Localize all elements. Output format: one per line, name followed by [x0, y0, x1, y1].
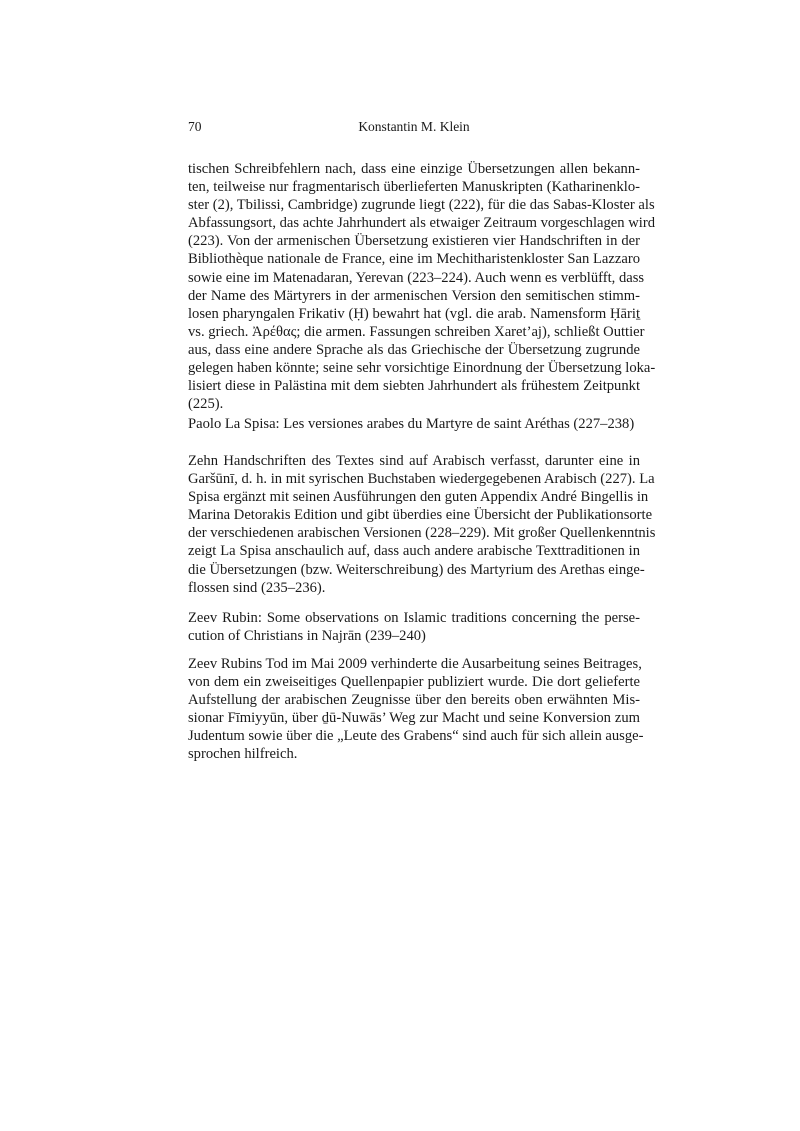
text-line: flossen sind (235–236). [188, 579, 326, 596]
text-line: vs. griech. Ἀρέθας; die armen. Fassungen schreiben Xaret’aj), schließt Outtier [188, 323, 645, 340]
text-line: von dem ein zweiseitiges Quellenpapier publiziert wurde. Die dort gelieferte [188, 674, 640, 691]
running-head-author: Konstantin M. Klein [358, 119, 470, 134]
text-line: ten, teilweise nur fragmentarisch überlieferten Manuskripten (Katharinenklo- [188, 179, 640, 196]
text-line: die Übersetzungen (bzw. Weiterschreibung) des Martyrium des Arethas einge- [188, 561, 645, 578]
paragraph-la-spisa [188, 452, 656, 597]
text-line: Zeev Rubins Tod im Mai 2009 verhinderte die Ausarbeitung seines Beitrages, [188, 656, 642, 672]
text-line: Marina Detorakis Edition und gibt überdies eine Übersicht der Publikationsorte [188, 507, 653, 524]
text-line: Garšūnī, d. h. in mit syrischen Buchstaben wiedergegebenen Arabisch (227). La [188, 471, 655, 488]
text-line: der Name des Märtyrers in der armenischen Version den semitischen stimm- [188, 287, 640, 304]
text-line: der verschiedenen arabischen Versionen (228–229). Mit großer Quellenkenntnis [188, 525, 656, 542]
text-line: Judentum sowie über die „Leute des Grabens“ sind auch für sich allein ausge- [188, 728, 644, 745]
text-line: aus, dass eine andere Sprache als das Griechische der Übersetzung zugrunde [188, 341, 640, 358]
text-line: sprochen hilfreich. [188, 746, 298, 763]
text-line: Zeev Rubin: Some observations on Islamic traditions concerning the perse- [188, 610, 640, 626]
paragraph-1 [188, 160, 656, 413]
page-number: 70 [188, 119, 202, 134]
text-line: Abfassungsort, das achte Jahrhundert als etwaiger Zeitraum vorgeschlagen wird [188, 215, 655, 232]
text-line: Paolo La Spisa: Les versiones arabes du Martyre de saint Aréthas (227–238) [188, 416, 635, 432]
text-line: Bibliothèque nationale de France, eine im Mechitharistenkloster San Lazzaro [188, 251, 640, 268]
section-heading-rubin [188, 609, 640, 645]
text-line: Spisa ergänzt mit seinen Ausführungen den guten Appendix André Bingellis in [188, 489, 649, 506]
text-line: (223). Von der armenischen Übersetzung existieren vier Handschriften in der [188, 233, 640, 250]
text-line: lisiert diese in Palästina mit dem siebten Jahrhundert als frühestem Zeitpunkt [188, 378, 640, 395]
text-line: gelegen haben könnte; seine sehr vorsichtige Einordnung der Übersetzung loka- [188, 360, 656, 377]
section-heading-la-spisa [188, 415, 640, 433]
text-line: ster (2), Tbilissi, Cambridge) zugrunde liegt (222), für die das Sabas-Kloster als [188, 197, 655, 214]
text-line: sionar Fīmiyyūn, über ḏū-Nuwās’ Weg zur Macht und seine Konversion zum [188, 710, 640, 727]
text-line: sowie eine im Matenadaran, Yerevan (223–224). Auch wenn es verblüfft, dass [188, 269, 645, 286]
text-line: tischen Schreibfehlern nach, dass eine einzige Übersetzungen allen bekann- [188, 161, 640, 177]
text-line: (225). [188, 396, 224, 413]
text-line: losen pharyngalen Frikativ (Ḥ) bewahrt hat (vgl. die arab. Namensform Ḥāriṯ [188, 305, 640, 322]
text-line: Aufstellung der arabischen Zeugnisse über den bereits oben erwähnten Mis- [188, 692, 640, 709]
text-line: Zehn Handschriften des Textes sind auf Arabisch verfasst, darunter eine in [188, 453, 640, 469]
paragraph-rubin [188, 655, 644, 764]
text-line: cution of Christians in Najrān (239–240) [188, 628, 426, 645]
text-line: zeigt La Spisa anschaulich auf, dass auch andere arabische Texttraditionen in [188, 543, 640, 560]
